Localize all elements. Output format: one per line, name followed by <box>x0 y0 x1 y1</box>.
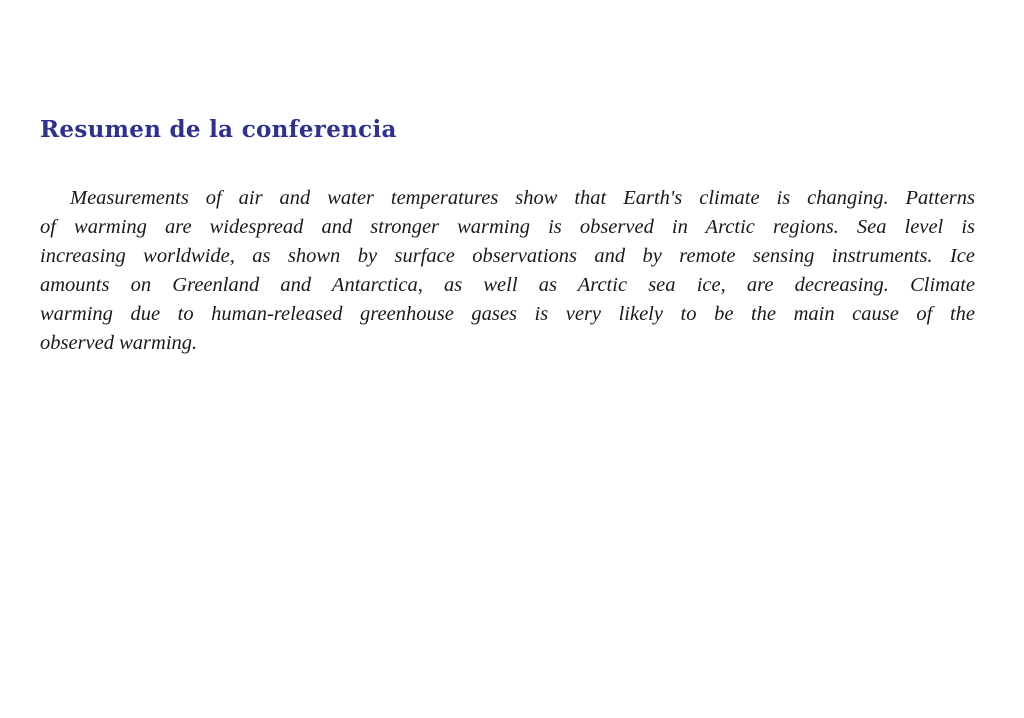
summary-paragraph <box>40 184 975 358</box>
paragraph-line: warming due to human-released greenhouse gases is very likely to be the main cause of the <box>40 303 975 325</box>
paragraph-line: of warming are widespread and stronger warming is observed in Arctic regions. Sea level is <box>40 216 975 238</box>
paragraph-line: increasing worldwide, as shown by surface observations and by remote sensing instruments. Ice <box>40 245 975 267</box>
page-title: Resumen de la conferencia <box>40 116 397 143</box>
paragraph-line: Measurements of air and water temperatures show that Earth's climate is changing. Patterns <box>70 187 975 209</box>
paragraph-line: amounts on Greenland and Antarctica, as well as Arctic sea ice, are decreasing. Climate <box>40 274 975 296</box>
paragraph-line: observed warming. <box>40 332 198 354</box>
